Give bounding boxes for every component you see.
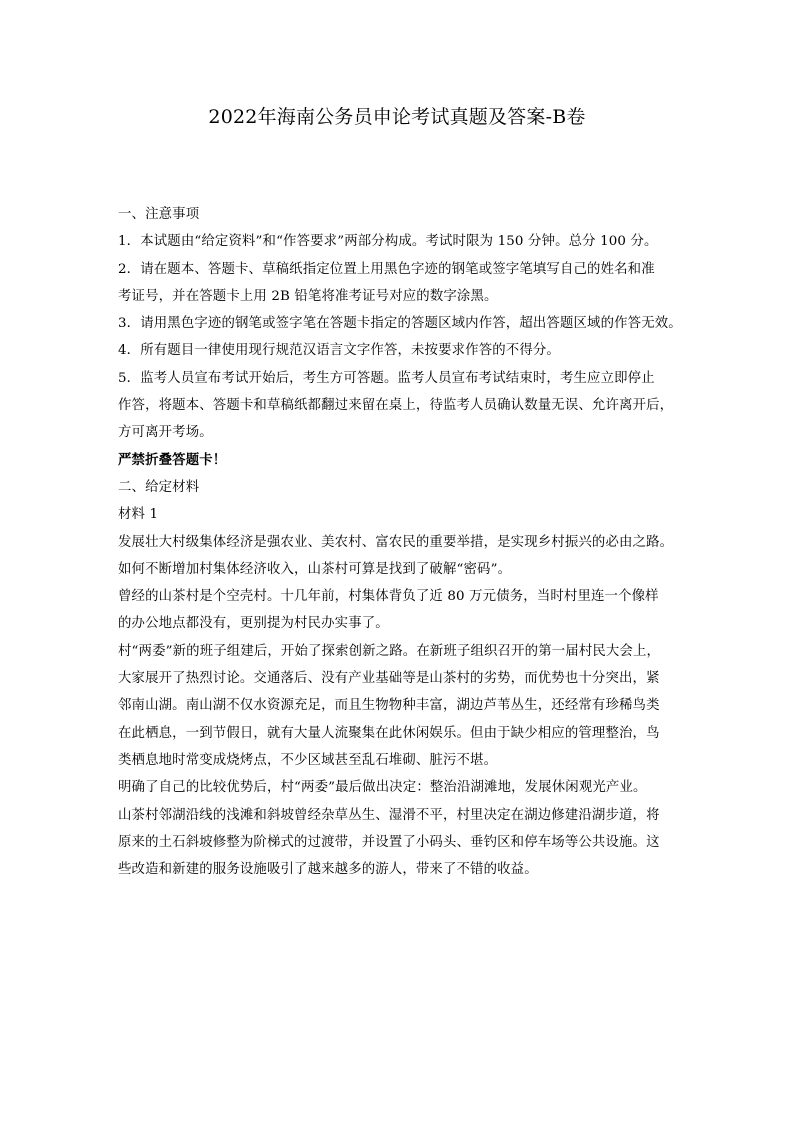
paragraph-line: 些改造和新建的服务设施吸引了越来越多的游人，带来了不错的收益。 <box>118 862 538 878</box>
material-heading: 材料 1 <box>118 507 159 523</box>
section-heading-materials: 二、给定材料 <box>118 479 200 495</box>
paragraph-line: 的办公地点都没有，更别提为村民办实事了。 <box>118 616 389 632</box>
note-line-2: 2．请在题本、答题卡、草稿纸指定位置上用黑色字迹的钢笔或签字笔填写自己的姓名和准 <box>118 261 655 277</box>
note-line-3: 3．请用黑色字迹的钢笔或签字笔在答题卡指定的答题区域内作答，超出答题区域的作答无效。 <box>118 316 682 332</box>
paragraph-line: 类栖息地时常变成烧烤点，不少区域甚至乱石堆砌、脏污不堪。 <box>118 752 498 768</box>
note-line-4: 4．所有题目一律使用现行规范汉语言文字作答，未按要求作答的不得分。 <box>118 343 560 359</box>
paragraph-line: 山茶村邻湖沿线的浅滩和斜坡曾经杂草丛生、湿滑不平，村里决定在湖边修建沿湖步道，将 <box>118 807 660 823</box>
paragraph-line: 在此栖息，一到节假日，就有大量人流聚集在此休闲娱乐。但由于缺少相应的管理整治，鸟 <box>118 725 660 741</box>
document-title: 2022年海南公务员申论考试真题及答案-B卷 <box>208 106 586 128</box>
paragraph-line: 曾经的山茶村是个空壳村。十几年前，村集体背负了近 80 万元债务，当时村里连一个像样 <box>118 589 659 605</box>
note-line-1: 1．本试题由“给定资料”和“作答要求”两部分构成。考试时限为 150 分钟。总分 100 分。 <box>118 234 658 250</box>
paragraph-line: 发展壮大村级集体经济是强农业、美农村、富农民的重要举措，是实现乡村振兴的必由之路。 <box>118 534 674 550</box>
paragraph-line: 原来的土石斜坡修整为阶梯式的过渡带，并设置了小码头、垂钓区和停车场等公共设施。这 <box>118 834 660 850</box>
note-line-5-end: 方可离开考场。 <box>118 425 213 441</box>
document-body <box>118 201 708 883</box>
paragraph-line: 明确了自己的比较优势后，村“两委”最后做出决定：整治沿湖滩地，发展休闲观光产业。 <box>118 780 647 796</box>
note-line-2-cont: 考证号，并在答题卡上用 2B 铅笔将准考证号对应的数字涂黑。 <box>118 288 498 304</box>
warning-line: 严禁折叠答题卡！ <box>118 451 227 468</box>
section-heading-notes: 一、注意事项 <box>118 207 200 222</box>
paragraph-line: 如何不断增加村集体经济收入，山茶村可算是找到了破解“密码”。 <box>118 561 512 577</box>
paragraph-line: 村“两委”新的班子组建后，开始了探索创新之路。在新班子组织召开的第一届村民大会上， <box>118 643 661 659</box>
paragraph-line: 邻南山湖。南山湖不仅水资源充足，而且生物物种丰富，湖边芦苇丛生，还经常有珍稀鸟类 <box>118 698 660 714</box>
note-line-5-cont: 作答，将题本、答题卡和草稿纸都翻过来留在桌上，待监考人员确认数量无误、允许离开后， <box>118 398 674 414</box>
paragraph-line: 大家展开了热烈讨论。交通落后、没有产业基础等是山茶村的劣势，而优势也十分突出，紧 <box>118 671 660 687</box>
note-line-5: 5．监考人员宣布考试开始后，考生方可答题。监考人员宣布考试结束时，考生应立即停止 <box>118 370 655 386</box>
